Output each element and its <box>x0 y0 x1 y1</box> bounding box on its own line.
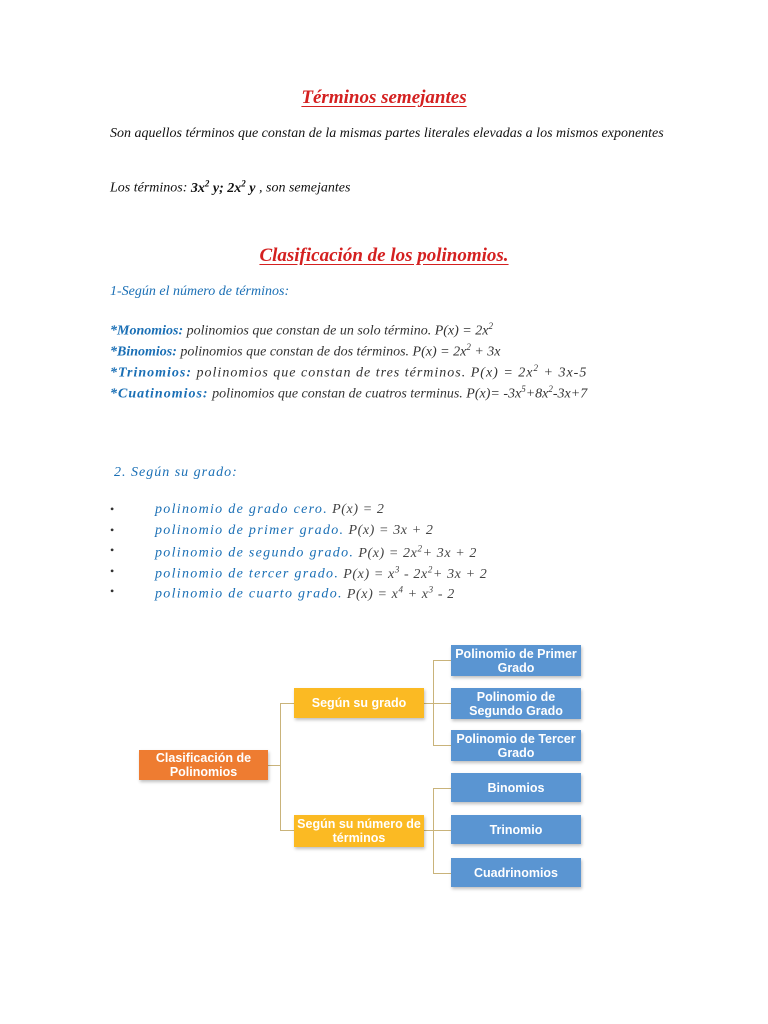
def-cuatinomios <box>110 384 710 403</box>
def-term: *Binomios: <box>110 344 177 360</box>
def-exp: 5 <box>521 384 526 394</box>
grade-label: polinomio de primer grado. <box>155 523 345 538</box>
def-term: *Monomios: <box>110 323 184 339</box>
grade-item <box>110 543 710 563</box>
def-desc: polinomios que constan de tres términos. P(x) = 2x <box>192 365 534 381</box>
grade-eq: P(x) = x <box>342 586 399 602</box>
grade-item <box>110 523 710 543</box>
diagram-leaf-primer-grado: Polinomio de Primer Grado <box>451 645 581 676</box>
example-term1: 3x <box>190 180 205 196</box>
grade-label: polinomio de cuarto grado. <box>155 586 343 602</box>
grade-eq: P(x) = 2 <box>328 502 385 517</box>
example-term2-suffix: y <box>245 180 256 196</box>
grade-exp: 2 <box>417 543 423 553</box>
diagram-branch-terminos: Según su número de términos <box>294 815 424 847</box>
grade-exp: 4 <box>398 584 404 594</box>
bullet: • <box>110 502 115 516</box>
diagram-leaf-binomios: Binomios <box>451 773 581 802</box>
def-after2: -3x+7 <box>552 386 588 402</box>
diagram-root-box: Clasificación de Polinomios <box>139 750 268 780</box>
example-term2: 2x <box>227 180 242 196</box>
subtitle-grado: 2. Según su grado: <box>114 465 238 480</box>
grade-label: polinomio de tercer grado. <box>155 566 340 582</box>
grade-exp: 2 <box>427 564 433 574</box>
def-term: *Trinomios: <box>110 365 193 381</box>
diagram-leaf-cuadrinomios: Cuadrinomios <box>451 858 581 887</box>
grade-label: polinomio de segundo grado. <box>155 545 355 561</box>
def-exp2: 2 <box>548 384 553 394</box>
example-term2-exp: 2 <box>241 178 246 188</box>
def-term: *Cuatinomios: <box>110 386 209 402</box>
section-title-terminos-semejantes: Términos semejantes <box>301 87 467 108</box>
definition-text: Son aquellos términos que constan de la mismas partes literales elevadas a los mismos exponentes <box>110 126 664 141</box>
diagram-branch-grado: Según su grado <box>294 688 424 718</box>
bullet: • <box>110 523 115 537</box>
def-binomios <box>110 342 710 361</box>
grade-eq: P(x) = 3x + 2 <box>344 523 434 538</box>
def-after: + 3x-5 <box>539 365 588 381</box>
def-desc: polinomios que constan de un solo término. P(x) = 2x <box>183 323 489 339</box>
grade-eq: P(x) = x <box>339 566 395 582</box>
grade-exp: 3 <box>428 584 434 594</box>
def-after: + 3x <box>470 344 501 360</box>
grade-eq: + 3x + 2 <box>422 545 478 561</box>
grade-eq: + x <box>403 586 429 602</box>
def-desc: polinomios que constan de dos términos. P(x) = 2x <box>176 344 467 360</box>
example-term1-suffix: y; <box>209 180 228 196</box>
diagram-leaf-tercer-grado: Polinomio de Tercer Grado <box>451 730 581 761</box>
def-exp: 2 <box>466 342 471 352</box>
def-exp: 2 <box>488 321 493 331</box>
bullet: • <box>110 543 115 557</box>
bullet: • <box>110 564 115 578</box>
grade-eq: - 2x <box>399 566 428 582</box>
classification-diagram <box>112 638 652 898</box>
grade-label: polinomio de grado cero. <box>155 502 328 517</box>
diagram-leaf-trinomio: Trinomio <box>451 815 581 844</box>
def-after: +8x <box>525 386 549 402</box>
example-text <box>110 174 670 198</box>
grade-item <box>110 502 710 522</box>
subtitle-numero-terminos: 1-Según el número de términos: <box>110 284 290 299</box>
def-exp: 2 <box>533 363 539 373</box>
grade-eq: + 3x + 2 <box>432 566 488 582</box>
bullet: • <box>110 584 115 598</box>
section-title-clasificacion: Clasificación de los polinomios. <box>259 245 509 266</box>
grade-eq: P(x) = 2x <box>354 545 418 561</box>
def-monomios <box>110 321 710 340</box>
grade-exp: 3 <box>394 564 400 574</box>
def-trinomios <box>110 363 710 382</box>
def-desc: polinomios que constan de cuatros terminus. P(x)= -3x <box>208 386 522 402</box>
diagram-leaf-segundo-grado: Polinomio de Segundo Grado <box>451 688 581 719</box>
example-end: , son semejantes <box>255 180 351 196</box>
grade-item <box>110 564 710 584</box>
grade-eq: - 2 <box>433 586 455 602</box>
example-term1-exp: 2 <box>204 178 210 188</box>
grade-item <box>110 584 710 604</box>
example-prefix: Los términos: <box>110 180 191 196</box>
